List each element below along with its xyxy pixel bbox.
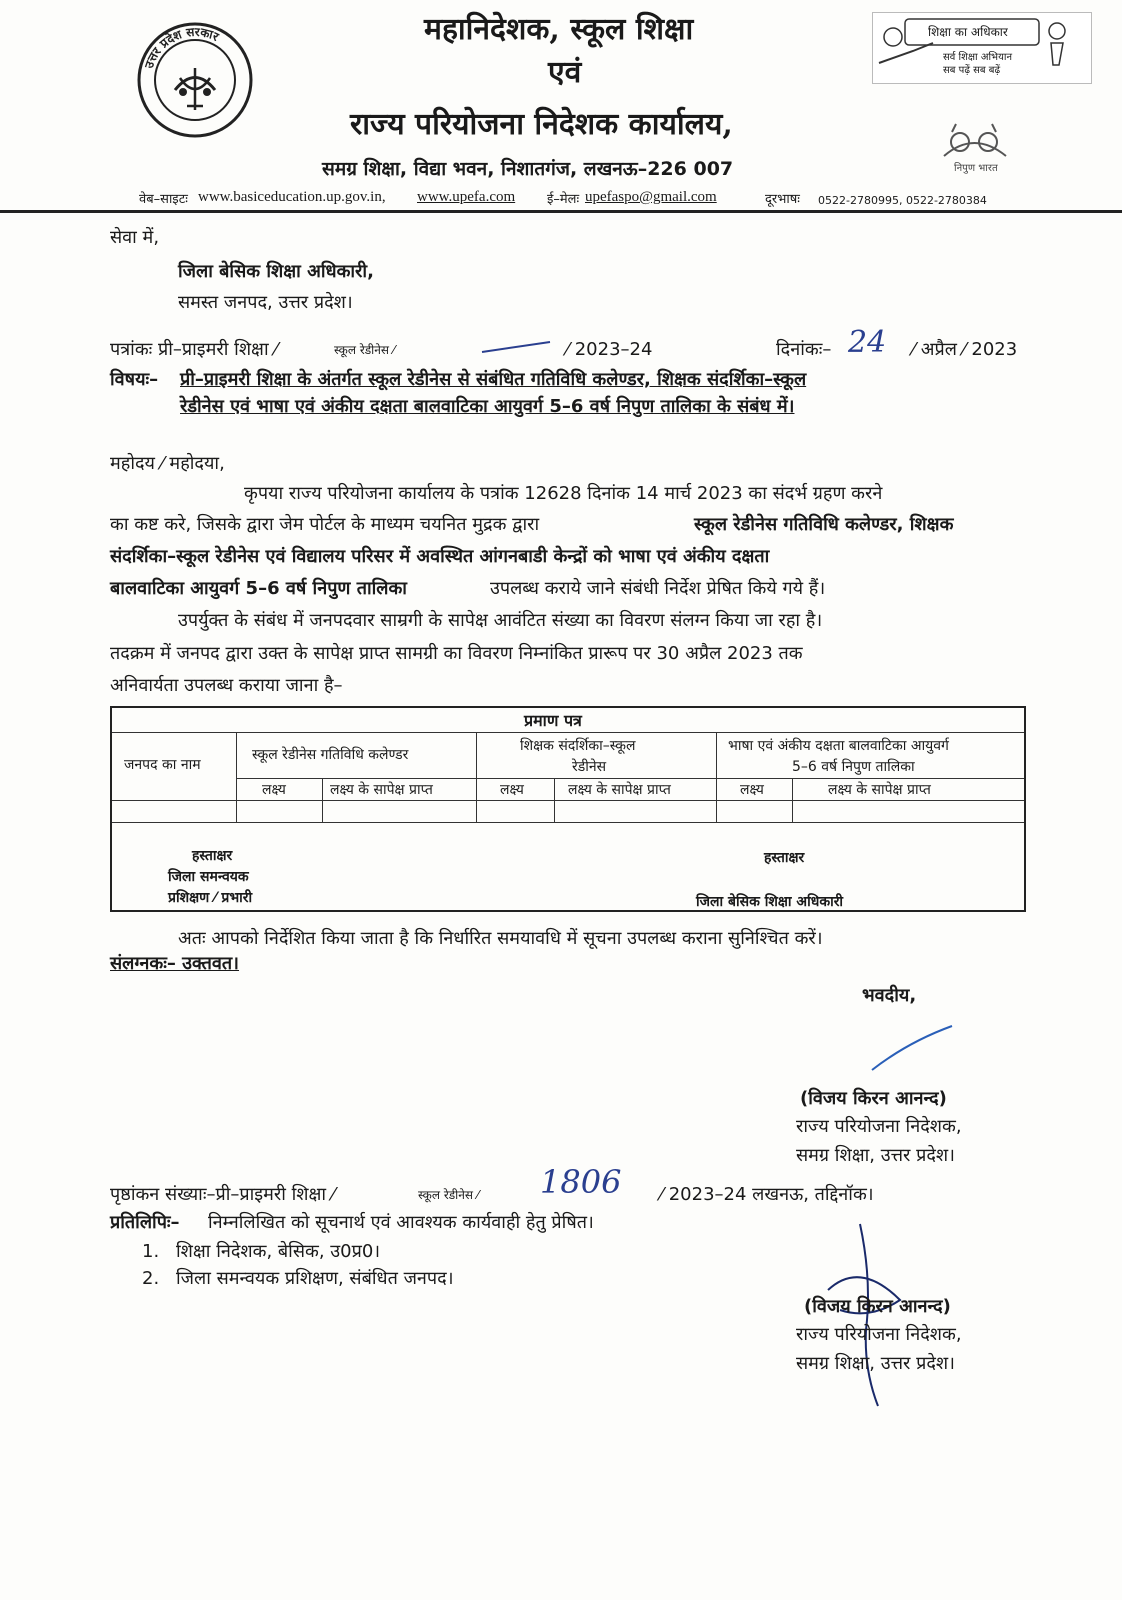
table-title: प्रमाण पत्र — [524, 711, 582, 730]
logo-line1: शिक्षा का अधिकार — [928, 25, 1008, 39]
copy-item-1-text: शिक्षा निदेशक, बेसिक, उ0प्र0। — [176, 1241, 381, 1262]
para2-line2: तदक्रम में जनपद द्वारा उक्त के सापेक्ष प्राप्त सामग्री का विवरण निम्नांकित प्रारूप पर 30 अप्रैल 2023 तक — [110, 643, 803, 664]
recipient-place: समस्त जनपद, उत्तर प्रदेश। — [178, 292, 353, 313]
office-address: समग्र शिक्षा, विद्या भवन, निशातगंज, लखनऊ–226 007 — [322, 158, 734, 180]
logo-line2: सर्व शिक्षा अभियान — [943, 52, 1013, 63]
pramaan-patra-table — [110, 706, 1026, 912]
col-prapt-2: लक्ष्य के सापेक्ष प्राप्त — [568, 782, 671, 798]
para2-line1: उपर्युक्त के संबंध में जनपदवार साम्रगी के सापेक्ष आवंटित संख्या का विवरण संलग्न किया जा रहा है। — [178, 610, 823, 631]
salutation: महोदय ⁄ महोदया, — [110, 453, 225, 474]
col-group-calendar: स्कूल रेडीनेस गतिविधि कलेण्डर — [252, 747, 409, 763]
recipient-name: जिला बेसिक शिक्षा अधिकारी, — [178, 261, 374, 282]
date-rest: ⁄ अप्रैल ⁄ 2023 — [912, 339, 1018, 360]
col-group-sandarshika-l2: रेडीनेस — [572, 759, 607, 775]
sanlagnak: संलग्नकः– उक्तवत। — [110, 953, 240, 974]
para1-line1: कृपया राज्य परियोजना कार्यालय के पत्रांक 12628 दिनांक 14 मार्च 2023 का संदर्भ ग्रहण करने — [244, 483, 883, 504]
subject-line1: प्री–प्राइमरी शिक्षा के अंतर्गत स्कूल रेडीनेस से संबंधित गतिविधि कलेण्डर, शिक्षक संदर्शिका–स्कूल — [180, 369, 807, 390]
col-group-bhasha-l1: भाषा एवं अंकीय दक्षता बालवाटिका आयुवर्ग — [728, 738, 949, 754]
para1-line3: संदर्शिका–स्कूल रेडीनेस एवं विद्यालय परिसर में अवस्थित आंगनबाडी केन्द्रों को भाषा एवं अंकीय दक्षता — [110, 546, 770, 567]
col-lakshya-2: लक्ष्य — [500, 782, 524, 798]
signatory-designation-1: राज्य परियोजना निदेशक, — [796, 1116, 962, 1137]
col-lakshya-3: लक्ष्य — [740, 782, 764, 798]
svg-text:उत्तर प्रदेश सरकार: उत्तर प्रदेश सरकार — [141, 24, 221, 71]
col-janpad: जनपद का नाम — [124, 757, 201, 773]
endorsement-prefix: पृष्ठांकन संख्याः–प्री–प्राइमरी शिक्षा ⁄ — [110, 1184, 335, 1205]
col-group-sandarshika-l1: शिक्षक संदर्शिका–स्कूल — [520, 738, 636, 754]
up-government-seal — [135, 20, 255, 140]
closing-line: अतः आपको निर्देशित किया जाता है कि निर्धारित समयावधि में सूचना उपलब्ध कराना सुनिश्चित करें। — [178, 928, 823, 949]
patrank-label: पत्रांकः प्री–प्राइमरी शिक्षा ⁄ — [110, 339, 278, 360]
nipun-bharat-text: निपुण भारत — [954, 163, 998, 174]
endorsement-small: स्कूल रेडीनेस ⁄ — [418, 1188, 479, 1202]
para1-line2b: स्कूल रेडीनेस गतिविधि कलेण्डर, शिक्षक — [694, 514, 954, 535]
patrank-small: स्कूल रेडीनेस ⁄ — [334, 343, 395, 357]
copy-item-1-num: 1. — [142, 1241, 160, 1262]
col-group-bhasha-l2: 5–6 वर्ष निपुण तालिका — [792, 759, 915, 775]
signatory-name-2: (विजय किरन आनन्द) — [804, 1296, 951, 1317]
email-label: ई–मेलः — [547, 192, 580, 207]
col-prapt-3: लक्ष्य के सापेक्ष प्राप्त — [828, 782, 931, 798]
sign-right-2: जिला बेसिक शिक्षा अधिकारी — [696, 894, 844, 910]
sign-left-1: हस्ताक्षर — [192, 848, 233, 864]
website-link-2[interactable]: www.upefa.com — [417, 189, 516, 205]
copy-item-2-text: जिला समन्वयक प्रशिक्षण, संबंधित जनपद। — [176, 1268, 454, 1289]
signatory-name-1: (विजय किरन आनन्द) — [800, 1088, 947, 1109]
office-title-line2: एवं — [548, 55, 582, 90]
shiksha-ka-adhikar-logo — [872, 12, 1092, 84]
pratilipi-label: प्रतिलिपिः– — [110, 1212, 180, 1233]
para1-line2a: का कष्ट करे, जिसके द्वारा जेम पोर्टल के माध्यम चयनित मुद्रक द्वारा — [110, 514, 540, 535]
copy-item-2-num: 2. — [142, 1268, 160, 1289]
para1-line4b: उपलब्ध कराये जाने संबंधी निर्देश प्रेषित किये गये हैं। — [490, 578, 826, 599]
phone-numbers: 0522-2780995, 0522-2780384 — [818, 194, 987, 207]
patrank-year: ⁄ 2023–24 — [566, 339, 653, 360]
sign-left-3: प्रशिक्षण ⁄ प्रभारी — [168, 890, 253, 906]
subject-label: विषयः– — [110, 369, 159, 390]
pratilipi-text: निम्नलिखित को सूचनार्थ एवं आवश्यक कार्यवाही हेतु प्रेषित। — [208, 1212, 594, 1233]
phone-label: दूरभाषः — [765, 192, 800, 207]
website-link[interactable]: www.basiceducation.up.gov.in, — [198, 189, 386, 205]
endorsement-suffix: ⁄ 2023–24 लखनऊ, तद्दिनॉक। — [660, 1184, 874, 1205]
office-title-line3: राज्य परियोजना निदेशक कार्यालय, — [350, 107, 733, 142]
endorsement-handwritten-number: 1806 — [540, 1163, 622, 1201]
signatory-org-1: समग्र शिक्षा, उत्तर प्रदेश। — [796, 1145, 955, 1166]
signatory-org-2: समग्र शिक्षा, उत्तर प्रदेश। — [796, 1353, 955, 1374]
website-label: वेब–साइटः — [139, 192, 188, 207]
hand-stroke — [480, 338, 560, 362]
signatory-designation-2: राज्य परियोजना निदेशक, — [796, 1324, 962, 1345]
seva-me: सेवा में, — [110, 227, 160, 248]
signature-stroke-2 — [820, 1220, 910, 1414]
sign-left-2: जिला समन्वयक — [168, 869, 249, 885]
sign-right-1: हस्ताक्षर — [764, 850, 805, 866]
header-rule — [0, 210, 1122, 213]
col-prapt-1: लक्ष्य के सापेक्ष प्राप्त — [330, 782, 433, 798]
para2-line3: अनिवार्यता उपलब्ध कराया जाना है– — [110, 675, 343, 696]
bhavdiya: भवदीय, — [862, 985, 917, 1006]
signature-stroke-1 — [868, 1022, 958, 1078]
nipun-bharat-logo — [930, 120, 1020, 180]
email-link[interactable]: upefaspo@gmail.com — [585, 189, 717, 205]
col-lakshya-1: लक्ष्य — [262, 782, 286, 798]
subject-line2: रेडीनेस एवं भाषा एवं अंकीय दक्षता बालवाटिका आयुवर्ग 5–6 वर्ष निपुण तालिका के संबंध में। — [180, 396, 795, 417]
para1-line4a: बालवाटिका आयुवर्ग 5–6 वर्ष निपुण तालिका — [110, 578, 407, 599]
date-handwritten: 24 — [848, 325, 887, 360]
dinank-label: दिनांकः– — [776, 339, 832, 360]
office-title-line1: महानिदेशक, स्कूल शिक्षा — [424, 12, 694, 47]
logo-line3: सब पढ़ें सब बढ़ें — [943, 65, 1001, 76]
